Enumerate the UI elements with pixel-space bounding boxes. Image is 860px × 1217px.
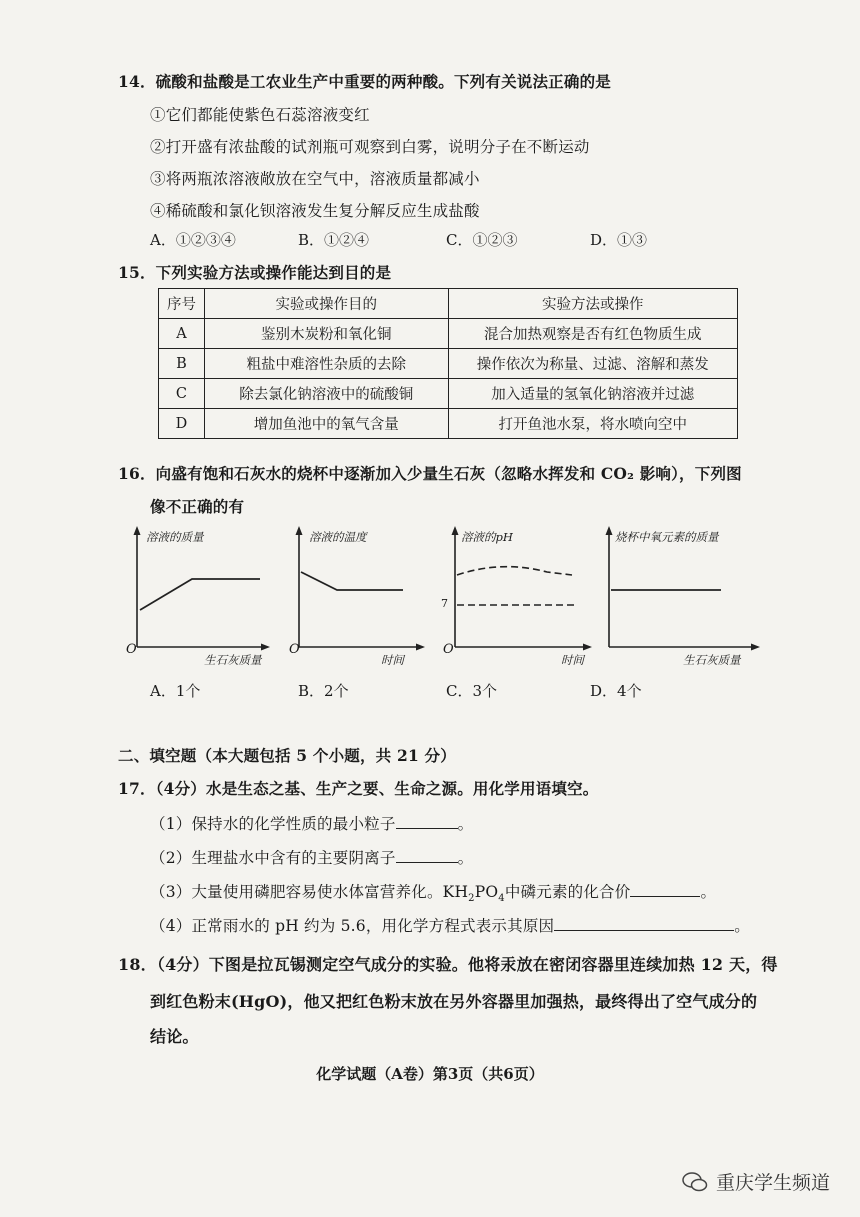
q17-part-3-text-a: （3）大量使用磷肥容易使水体富营养化。KH: [150, 883, 469, 901]
table-row: [159, 379, 738, 409]
graph-1-ylabel: 溶液的质量: [146, 530, 204, 544]
q16-graph-3: [437, 522, 597, 667]
period: 。: [700, 883, 717, 901]
table-cell: 加入适量的氢氧化钠溶液并过滤: [448, 379, 738, 409]
graph-3-origin: O: [443, 642, 454, 657]
q17-part-4: [150, 914, 750, 936]
x-axis-arrow: [416, 644, 425, 651]
graph-3-xlabel: 时间: [561, 653, 584, 667]
q16-option-c[interactable]: C．3个: [446, 682, 498, 700]
table-cell: D: [159, 409, 205, 439]
subscript-2: 2: [468, 893, 475, 905]
q16-graph-4: [597, 522, 767, 667]
q17-part-3-text-e: 中磷元素的化合价: [504, 883, 631, 901]
q16-graph-2: [287, 522, 437, 667]
page-footer: 化学试题（A卷）第3页（共6页）: [316, 1065, 544, 1083]
period: 。: [734, 917, 750, 935]
ph-curve: [457, 567, 572, 575]
q14-statement-4: ④稀硫酸和氯化钡溶液发生复分解反应生成盐酸: [150, 202, 480, 220]
graph-2-xlabel: 时间: [381, 653, 404, 667]
table-cell: B: [159, 349, 205, 379]
table-header-cell: 实验方法或操作: [448, 289, 738, 319]
curve: [140, 579, 260, 610]
q17-part-1-text: （1）保持水的化学性质的最小粒子: [150, 815, 396, 833]
table-cell: 鉴别木炭粉和氧化铜: [204, 319, 448, 349]
q17-part-4-text: （4）正常雨水的 pH 约为 5.6，用化学方程式表示其原因: [150, 917, 555, 935]
graph-4-xlabel: 生石灰质量: [683, 653, 741, 667]
table-cell: 操作依次为称量、过滤、溶解和蒸发: [448, 349, 738, 379]
y-axis-arrow: [452, 526, 459, 535]
answer-blank[interactable]: [630, 882, 700, 897]
q17-part-2: [150, 846, 473, 868]
q14-statement-2: ②打开盛有浓盐酸的试剂瓶可观察到白雾，说明分子在不断运动: [150, 138, 590, 156]
q15-table: [158, 288, 738, 439]
curve: [301, 572, 403, 590]
answer-blank[interactable]: [396, 848, 458, 863]
period: 。: [457, 849, 474, 867]
table-row: [159, 319, 738, 349]
x-axis-arrow: [261, 644, 270, 651]
q17-part-3-text-c: PO: [474, 883, 499, 901]
q14-option-b[interactable]: B．①②④: [298, 231, 370, 249]
answer-blank[interactable]: [554, 916, 734, 931]
q17-part-3: [150, 880, 716, 904]
period: 。: [457, 815, 474, 833]
graph-1-xlabel: 生石灰质量: [204, 653, 262, 667]
table-header-cell: 序号: [159, 289, 205, 319]
q16-option-b[interactable]: B．2个: [298, 682, 349, 700]
graph-3-tick-7: 7: [441, 597, 448, 610]
answer-blank[interactable]: [396, 814, 458, 829]
q16-stem-line1: 16．向盛有饱和石灰水的烧杯中逐渐加入少量生石灰（忽略水挥发和 CO₂ 影响），下列图: [118, 464, 742, 483]
graph-2-origin: O: [289, 642, 300, 657]
table-cell: 除去氯化钠溶液中的硫酸铜: [204, 379, 448, 409]
table-cell: 粗盐中难溶性杂质的去除: [204, 349, 448, 379]
q17-stem: 17．（4分）水是生态之基、生产之要、生命之源。用化学用语填空。: [118, 779, 599, 798]
wechat-icon: [682, 1172, 708, 1192]
table-header-row: [159, 289, 738, 319]
q15-stem: 15．下列实验方法或操作能达到目的是: [118, 263, 392, 282]
y-axis-arrow: [134, 526, 141, 535]
y-axis-arrow: [606, 526, 613, 535]
watermark: [682, 1168, 830, 1195]
q16-graph-1: [122, 522, 272, 667]
x-axis-arrow: [583, 644, 592, 651]
graph-1-origin: O: [126, 642, 137, 657]
q14-statement-3: ③将两瓶浓溶液敞放在空气中，溶液质量都减小: [150, 170, 480, 188]
table-row: [159, 349, 738, 379]
table-cell: 混合加热观察是否有红色物质生成: [448, 319, 738, 349]
q17-part-2-text: （2）生理盐水中含有的主要阴离子: [150, 849, 396, 867]
section-2-title: 二、填空题（本大题包括 5 个小题，共 21 分）: [118, 746, 456, 765]
table-row: [159, 409, 738, 439]
table-cell: 打开鱼池水泵，将水喷向空中: [448, 409, 738, 439]
q18-line-2: 到红色粉末(HgO)，他又把红色粉末放在另外容器里加强热，最终得出了空气成分的: [150, 992, 758, 1011]
graph-2-ylabel: 溶液的温度: [309, 530, 367, 544]
x-axis-arrow: [751, 644, 760, 651]
table-cell: A: [159, 319, 205, 349]
table-cell: C: [159, 379, 205, 409]
q14-stem: 14．硫酸和盐酸是工农业生产中重要的两种酸。下列有关说法正确的是: [118, 72, 611, 91]
q14-option-d[interactable]: D．①③: [590, 231, 648, 249]
q14-option-a[interactable]: A．①②③④: [150, 231, 236, 249]
graph-4-ylabel: 烧杯中氧元素的质量: [615, 530, 719, 544]
q16-stem-line2: 像不正确的有: [150, 497, 245, 516]
q14-statement-1: ①它们都能使紫色石蕊溶液变红: [150, 106, 370, 124]
q18-line-1: 18．（4分）下图是拉瓦锡测定空气成分的实验。他将汞放在密闭容器里连续加热 12 天，得: [118, 955, 778, 974]
q16-option-a[interactable]: A．1个: [150, 682, 201, 700]
watermark-text: 重庆学生频道: [715, 1172, 830, 1194]
table-header-cell: 实验或操作目的: [204, 289, 448, 319]
y-axis-arrow: [296, 526, 303, 535]
q16-option-d[interactable]: D．4个: [590, 682, 642, 700]
q18-line-3: 结论。: [150, 1027, 199, 1046]
q14-option-c[interactable]: C．①②③: [446, 231, 518, 249]
table-cell: 增加鱼池中的氧气含量: [204, 409, 448, 439]
subscript-4: 4: [498, 893, 505, 905]
q17-part-1: [150, 812, 473, 834]
graph-3-ylabel: 溶液的pH: [461, 530, 513, 544]
